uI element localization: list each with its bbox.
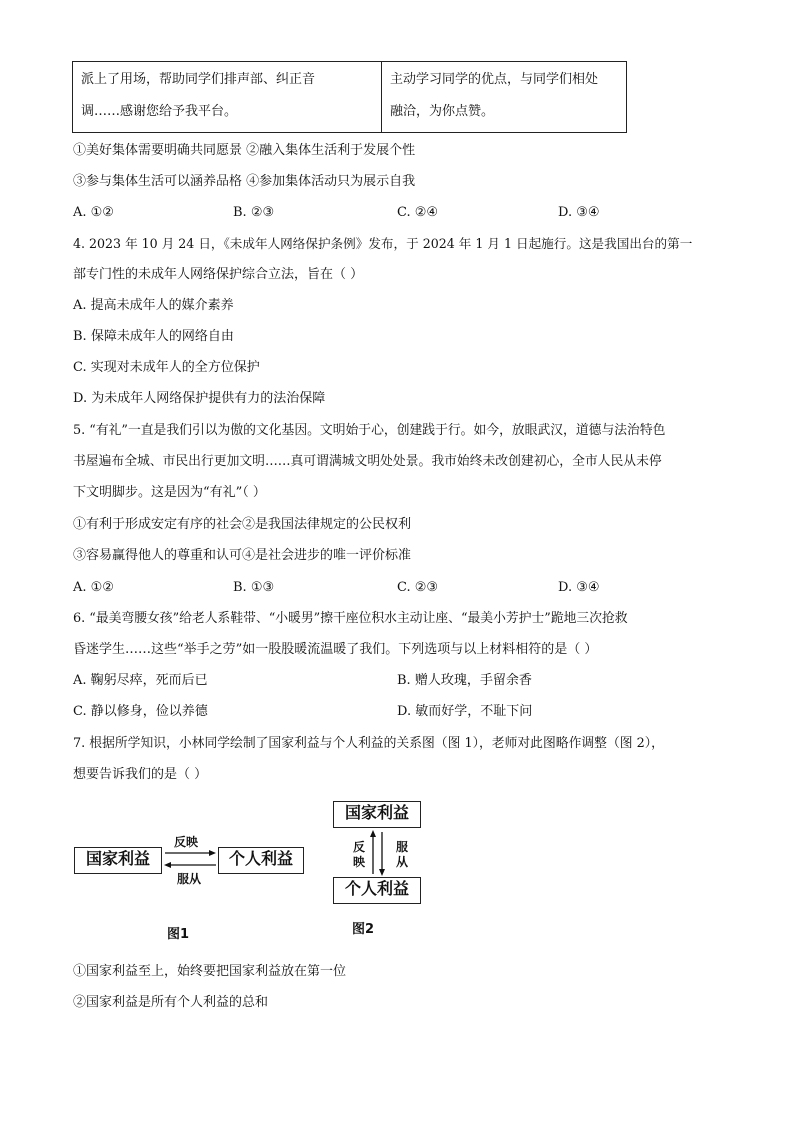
table-left-line2: 调……感谢您给予我平台。 [81, 104, 238, 119]
q3-option-b: B. ②③ [233, 205, 275, 220]
q3-option-d: D. ③④ [558, 205, 600, 220]
q4-option-a: A. 提高未成年人的媒介素养 [73, 298, 234, 313]
q4-option-d: D. 为未成年人网络保护提供有力的法治保障 [73, 391, 326, 406]
q5-option-a: A. ①② [73, 580, 114, 595]
q6-stem-line2: 昏迷学生……这些“举手之劳”如一股股暖流温暖了我们。下列选项与以上材料相符的是（ ） [73, 642, 598, 657]
q3-option-c: C. ②④ [397, 205, 439, 220]
q5-stem-line3: 下文明脚步。这是因为“有礼”（ ） [73, 485, 266, 500]
q6-option-b: B. 赠人玫瑰，手留余香 [397, 673, 532, 688]
quote-table [72, 61, 627, 133]
q5-option-b: B. ①③ [233, 580, 275, 595]
q5-statement-1: ①有利于形成安定有序的社会②是我国法律规定的公民权利 [73, 517, 412, 532]
table-right-line1: 主动学习同学的优点，与同学们相处 [390, 72, 599, 87]
q6-stem-line1: 6. “最美弯腰女孩”给老人系鞋带、“小暖男”擦干座位积水主动让座、“最美小芳护士”跪地三次抢救 [73, 611, 628, 626]
fig2-obey-char-2: 从 [395, 855, 408, 869]
q5-option-d: D. ③④ [558, 580, 600, 595]
q6-option-c: C. 静以修身，俭以养德 [73, 704, 208, 719]
table-left-line1: 派上了用场，帮助同学们排声部、纠正音 [81, 72, 316, 87]
q7-stem-line2: 想要告诉我们的是（ ） [73, 767, 208, 782]
fig1-reflect-label: 反映 [174, 835, 199, 849]
q5-stem-line1: 5. “有礼”一直是我们引以为傲的文化基因。文明始于心，创建践于行。如今，放眼武汉，道德与法治特色 [73, 423, 666, 438]
q5-stem-line2: 书屋遍布全城、市民出行更加文明……真可谓满城文明处处景。我市始终未改创建初心，全市人民从未停 [73, 454, 662, 469]
q3-statement-1: ①美好集体需要明确共同愿景 ②融入集体生活利于发展个性 [73, 143, 416, 158]
q6-option-a: A. 鞠躬尽瘁，死而后已 [73, 673, 208, 688]
fig2-caption: 图2 [352, 922, 375, 937]
fig1-obey-arrowhead [164, 862, 171, 868]
q4-option-c: C. 实现对未成年人的全方位保护 [73, 360, 260, 375]
fig2-reflect-char-2: 映 [352, 855, 365, 869]
fig1-caption: 图1 [167, 927, 190, 942]
fig1-national-interest-box: 国家利益 [74, 847, 162, 874]
q4-stem-line1: 4. 2023 年 10 月 24 日，《未成年人网络保护条例》发布，于 2024 年 1 月 1 日起施行。这是我国出台的第一 [73, 236, 693, 251]
table-right-cell [382, 62, 626, 132]
q5-statement-2: ③容易赢得他人的尊重和认可④是社会进步的唯一评价标准 [73, 548, 412, 563]
fig2-obey-char-1: 服 [395, 840, 408, 854]
q7-statement-2: ②国家利益是所有个人利益的总和 [73, 995, 269, 1010]
fig1-arrows [162, 845, 220, 875]
q6-option-d: D. 敏而好学，不耻下问 [397, 704, 533, 719]
fig2-arrows [366, 828, 390, 878]
fig2-obey-label [395, 840, 409, 870]
table-right-line2: 融洽，为你点赞。 [390, 104, 495, 119]
fig2-reflect-arrowhead [370, 830, 376, 837]
fig1-obey-label: 服从 [177, 872, 202, 886]
fig2-national-interest-box: 国家利益 [333, 801, 421, 828]
fig2-reflect-char-1: 反 [352, 840, 365, 854]
q3-statement-2: ③参与集体生活可以涵养品格 ④参加集体活动只为展示自我 [73, 174, 416, 189]
fig2-reflect-label [352, 840, 366, 870]
q5-option-c: C. ②③ [397, 580, 439, 595]
fig2-obey-arrowhead [379, 869, 385, 876]
q4-stem-line2: 部专门性的未成年人网络保护综合立法，旨在（ ） [73, 267, 364, 282]
fig1-personal-interest-box: 个人利益 [218, 847, 304, 874]
q3-option-a: A. ①② [73, 205, 114, 220]
q7-statement-1: ①国家利益至上，始终要把国家利益放在第一位 [73, 964, 347, 979]
table-left-cell [73, 62, 382, 132]
q4-option-b: B. 保障未成年人的网络自由 [73, 329, 234, 344]
fig1-reflect-arrowhead [209, 850, 216, 856]
q7-stem-line1: 7. 根据所学知识，小林同学绘制了国家利益与个人利益的关系图（图 1），老师对此图略作调整（图 2）， [73, 736, 664, 751]
fig2-personal-interest-box: 个人利益 [333, 877, 421, 904]
